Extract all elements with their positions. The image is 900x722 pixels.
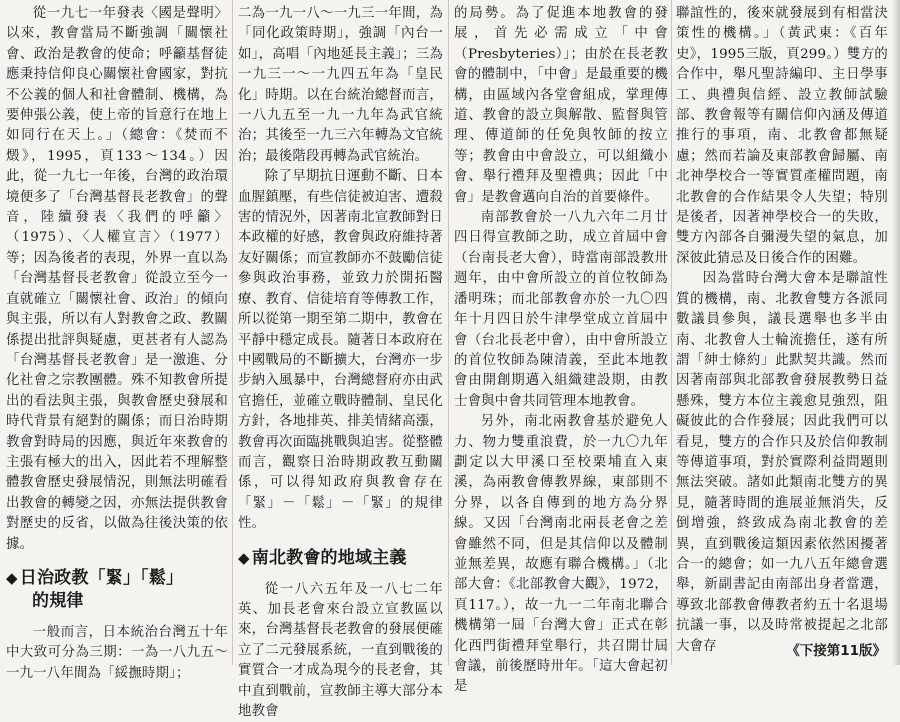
body-paragraph: 的局勢。為了促進本地教會的發展，首先必需成立「中會（Presbyteries）」；由於在長老教會的體制中，「中會」是最重要的機構，由區域內各堂會組成，掌理傳道、教會的設立與解散、監督與管理、傳道師的任免與牧師的按立等；教會由中會設立，可以組織小會、舉行禮拜及聖禮典；因此「中會」是教會邁向自治的首要條件。 — [454, 6, 668, 205]
column-3 — [454, 4, 668, 698]
column-1 — [6, 4, 228, 684]
body-paragraph: 南部教會於一八九六年二月廿四日得宣教師之助，成立首屆中會（台南長老大會），時當南部設教卅週年，由中會所設立的首位牧師為潘明珠；而北部教會亦於一九〇四年十月四日於牛津學堂成立首屆中會（台北長老中會），由中會所設立的首位牧師為陳清義，至此本地教會由開創期邁入組織建設期，由教士會與中會共同管理本地教會。 — [454, 210, 668, 409]
diamond-bullet-icon: ◆ — [238, 548, 250, 567]
column-divider — [671, 0, 672, 665]
body-paragraph: 從一九七一年發表〈國是聲明〉以來，教會當局不斷強調「關懷社會、政治是教會的使命；呼籲基督徒應秉持信仰良心關懷社會國家，對抗不公義的個人和社會體制、機構，為要伸張公義，使上帝的旨意行在地上如同行在天上。」（總會：《焚而不燬》，1995，頁133～134。）因此，從一九七一年後，台灣的政治環境便多了「台灣基督長老教會」的聲音，陸續發表〈我們的呼籲〉（1975）、〈人權宣言〉（1977）等；因為後者的表現，外界一直以為「台灣基督長老教會」從設立至今一直就確立「關懷社會、政治」的傾向與主張，所以有人對教會之政、教關係提出批評與疑慮，更甚者有人認為「台灣基督長老教會」是一激進、分化社會之宗教團體。殊不知教會所提出的看法與主張，與教會歷史發展和時代背景有絕對的關係；而日治時期教會對時局的因應，與近年來教會的主張有極大的出入，因此若不理解整體教會歷史發展情況，則無法明確看出教會的轉變之因，亦無法提供教會對歷史的反省，以做為往後決策的依據。 — [6, 6, 228, 552]
body-paragraph: 除了早期抗日運動不斷、日本血腥鎮壓，有些信徒被迫害、遭殺害的情況外，因著南北宣教師對日本政權的好感，教會與政府維持著友好關係；而宣教師亦不鼓勵信徒參與政治事務，並致力於開拓醫療、教育、信徒培育等傳教工作，所以從第一期至第二期中，教會在平靜中穩定成長。隨著日本政府在中國戰局的不斷擴大，台灣亦一步步納入風暴中，台灣總督府亦由武官擔任，並確立戰時體制、皇民化方針，各地排英、排美情緒高漲，教會再次面臨挑戰與迫害。從整體而言，觀察日治時期政教互動關係，可以得知政府與教會存在「緊」－「鬆」－「緊」的規律性。 — [238, 169, 443, 532]
section-heading-regionalism — [238, 547, 443, 570]
column-4 — [676, 4, 888, 657]
heading-line-2: 的規律 — [32, 590, 84, 611]
scan-edge-shadow — [892, 0, 900, 665]
body-paragraph: 另外，南北兩教會基於避免人力、物力雙重浪費，於一九〇九年劃定以大甲溪口至校栗埔直入東溪，為兩教會傳教界線，東部則不分界，以各自傳到的地方為分界線。又因「台灣南北兩長老會之差會雖然不同，但是其信仰以及體制並無差異，故應有聯合機構。」（北部大會：《北部教會大觀》，1972，頁117。），故一九一二年南北聯合機構第一屆「台灣大會」正式在彰化西門街禮拜堂舉行，共召開廿屆會議，前後歷時卅年。「這大會起初是 — [454, 414, 668, 695]
heading-line-1: 日治政教「緊」「鬆」 — [19, 567, 184, 588]
continued-on-page-note: 《下接第11版》 — [786, 643, 886, 659]
column-divider — [448, 0, 449, 665]
body-paragraph: 因為當時台灣大會本是聯誼性質的機構，南、北教會雙方各派同數議員參與，議長選舉也多半由南、北教會人士輪流擔任，遂有所謂「紳士條約」此默契共識。然而因著南部與北部教會發展教勢日益懸殊，雙方本位主義愈見強烈，阻礙彼此的合作發展；因此我們可以看見，雙方的合作只及於信仰教制等傳道事項，對於實際利益問題則無法突破。諸如此類南北雙方的異見，隨著時間的進展並無消失，反倒增強，終致成為南北教會的差異，直到戰後這類因素依然困擾著合一的總會；如一九八五年總會選舉，新副書記由南部出身者當選，導致北部教會傳教者約五十名退場抗議一事，以及時常被提起之北部大會存 — [676, 271, 888, 654]
section-heading-japanese-rule — [6, 567, 228, 613]
column-divider — [232, 0, 233, 665]
heading-text: 南北教會的地域主義 — [251, 547, 407, 568]
column-2 — [238, 4, 443, 722]
body-paragraph: 一般而言，日本統治台灣五十年中大致可分為三期：一為一八九五～一九一八年間為「綏撫時期」； — [6, 624, 228, 681]
body-paragraph: 聯誼性的，後來就發展到有相當決策性的機構。」（黃武東：《百年史》，1995三版，頁299。）雙方的合作中，舉凡聖詩編印、主日學事工、典禮與信經、設立教師試驗部、教會報等有關信仰內涵及傳道推行的事項，南、北教會都無疑慮；然而若論及東部教會歸屬、南北神學校合一等實質產權問題，南北教會的合作結果令人失望；特別是後者，因著神學校合一的失敗，雙方內部各自彌漫失望的氣息，加深彼此猜忌及日後合作的困難。 — [676, 6, 888, 266]
body-paragraph: 二為一九一八～一九三一年間，為「同化政策時期」，強調「內台一如」，高唱「內地延長主義」；三為一九三一～一九四五年為「皇民化」時期。以在台統治總督而言，一八九五至一九一九年為武官統治；其後至一九三六年轉為文官統治；最後階段再轉為武官統治。 — [238, 6, 443, 164]
diamond-bullet-icon: ◆ — [6, 568, 18, 587]
body-paragraph: 從一八六五年及一八七二年英、加長老會來台設立宣教區以來，台灣基督長老教會的發展便確立了二元發展系統，一直到戰後的實質合一才成為現今的長老會，其中直到戰前，宣教師主導大部分本地教會 — [238, 581, 443, 719]
